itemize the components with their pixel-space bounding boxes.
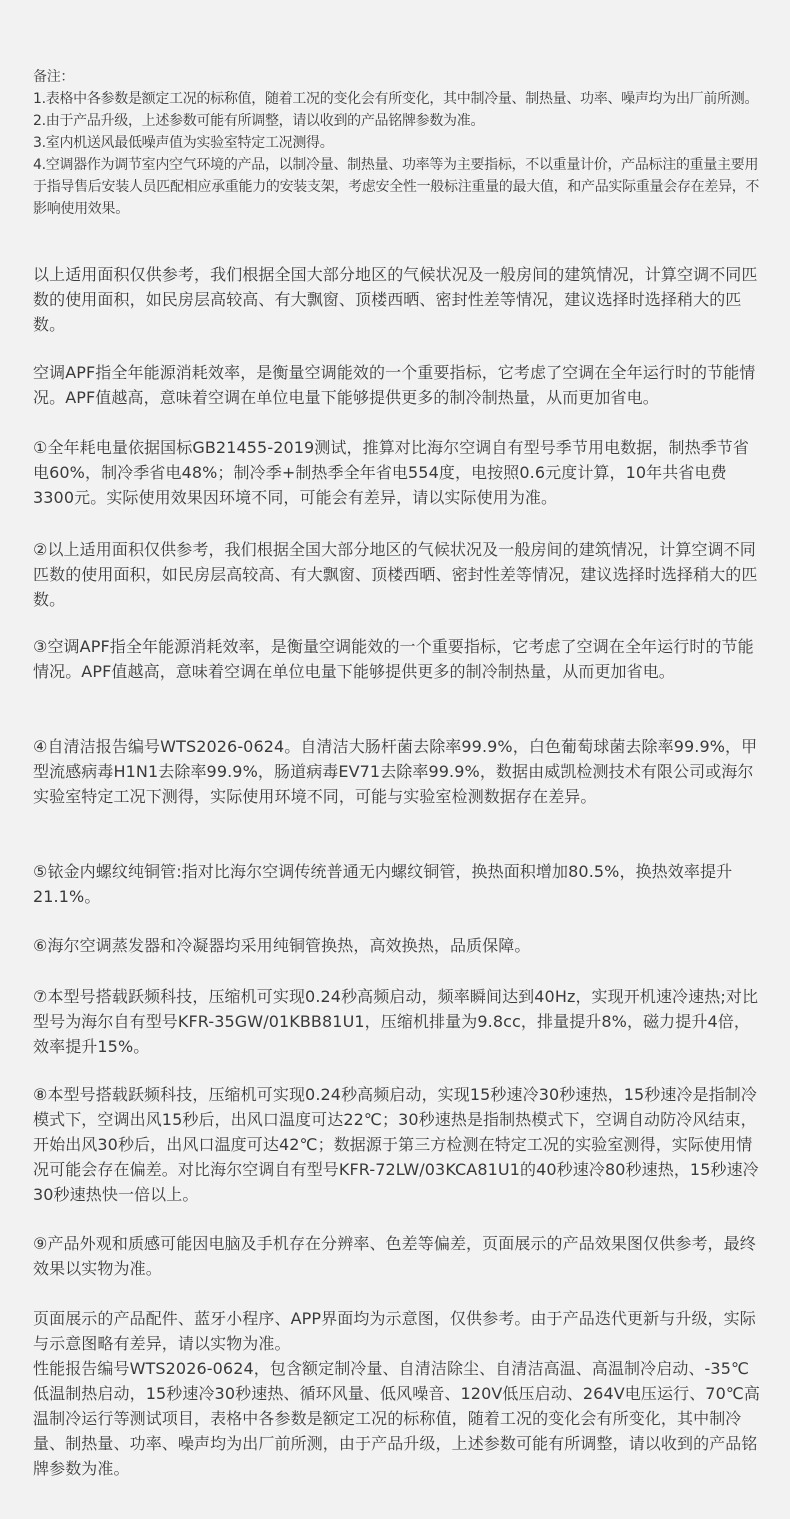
footnote-2 xyxy=(33,537,761,612)
footnote-6-text: ⑥海尔空调蒸发器和冷凝器均采用纯铜管换热，高效换热，品质保障。 xyxy=(33,936,531,955)
footnote-9-text: ⑨产品外观和质感可能因电脑及手机存在分辨率、色差等偏差，页面展示的产品效果图仅供参考，最终效果以实物为准。 xyxy=(33,1234,756,1278)
apf-note-text: 空调APF指全年能源消耗效率，是衡量空调能效的一个重要指标，它考虑了空调在全年运行时的节能情况。APF值越高，意味着空调在单位电量下能够提供更多的制冷制热量，从而更加省电。 xyxy=(33,363,756,407)
footnote-4 xyxy=(33,734,761,809)
footnote-7 xyxy=(33,984,761,1059)
area-note-paragraph xyxy=(33,262,761,337)
footnote-5-text: ⑤铱金内螺纹纯铜管:指对比海尔空调传统普通无内螺纹铜管，换热面积增加80.5%，换热效率提升21.1%。 xyxy=(33,862,733,906)
notes-heading: 备注： xyxy=(33,69,75,85)
notes-section xyxy=(33,66,761,220)
footnote-7-text: ⑦本型号搭载跃频科技，压缩机可实现0.24秒高频启动，频率瞬间达到40Hz，实现开机速冷速热;对比型号为海尔自有型号KFR-35GW/01KBB81U1，压缩机排量为9.8cc，排量提升8%，磁力提升4倍，效率提升15%。 xyxy=(33,987,759,1056)
footnote-6 xyxy=(33,933,761,958)
footnote-8 xyxy=(33,1082,761,1207)
note-item-3: 3.室内机送风最低噪声值为实验室特定工况测得。 xyxy=(33,135,334,151)
performance-report-text: 性能报告编号WTS2026-0624，包含额定制冷量、自清洁除尘、自清洁高温、高温制冷启动、-35℃低温制热启动，15秒速冷30秒速热、循环风量、低风噪音、120V低压启动、264V电压运行、70℃高温制冷运行等测试项目，表格中各参数是额定工况的标称值，随着工况的变化会有所变化，其中制冷量、制热量、功率、噪声均为出厂前所测，由于产品升级，上述参数可能有所调整，请以收到的产品铭牌参数为准。 xyxy=(33,1359,761,1478)
accessories-note-text: 页面展示的产品配件、蓝牙小程序、APP界面均为示意图，仅供参考。由于产品迭代更新与升级，实际与示意图略有差异，请以实物为准。 xyxy=(33,1309,756,1353)
note-item-1: 1.表格中各参数是额定工况的标称值，随着工况的变化会有所变化，其中制冷量、制热量、功率、噪声均为出厂前所测。 xyxy=(33,91,759,107)
accessories-and-report-section xyxy=(33,1306,761,1481)
footnote-2-text: ②以上适用面积仅供参考，我们根据全国大部分地区的气候状况及一般房间的建筑情况，计算空调不同匹数的使用面积，如民房层高较高、有大飘窗、顶楼西晒、密封性差等情况，建议选择时选择稍大的匹数。 xyxy=(33,540,758,609)
footnote-3 xyxy=(33,634,761,684)
footnote-5 xyxy=(33,859,761,909)
footnote-1 xyxy=(33,435,761,510)
note-item-4: 4.空调器作为调节室内空气环境的产品，以制冷量、制热量、功率等为主要指标，不以重量计价，产品标注的重量主要用于指导售后安装人员匹配相应承重能力的安装支架，考虑安全性一般标注重量的最大值，和产品实际重量会存在差异，不影响使用效果。 xyxy=(33,157,760,217)
footnote-3-text: ③空调APF指全年能源消耗效率，是衡量空调能效的一个重要指标，它考虑了空调在全年运行时的节能情况。APF值越高，意味着空调在单位电量下能够提供更多的制冷制热量，从而更加省电。 xyxy=(33,637,754,681)
footnote-8-text: ⑧本型号搭载跃频科技，压缩机可实现0.24秒高频启动，实现15秒速冷30秒速热，15秒速冷是指制冷模式下，空调出风15秒后，出风口温度可达22℃；30秒速热是指制热模式下，空调自动防冷风结束，开始出风30秒后，出风口温度可达42℃；数据源于第三方检测在特定工况的实验室测得，实际使用情况可能会存在偏差。对比海尔空调自有型号KFR-72LW/03KCA81U1的40秒速冷80秒速热，15秒速冷30秒速热快一倍以上。 xyxy=(33,1085,759,1204)
footnote-9 xyxy=(33,1231,761,1281)
area-note-text: 以上适用面积仅供参考，我们根据全国大部分地区的气候状况及一般房间的建筑情况，计算空调不同匹数的使用面积，如民房层高较高、有大飘窗、顶楼西晒、密封性差等情况，建议选择时选择稍大的匹数。 xyxy=(33,265,758,334)
apf-note-paragraph xyxy=(33,360,761,410)
footnote-4-text: ④自清洁报告编号WTS2026-0624。自清洁大肠杆菌去除率99.9%，白色葡萄球菌去除率99.9%，甲型流感病毒H1N1去除率99.9%，肠道病毒EV71去除率99.9%，数据由威凯检测技术有限公司或海尔实验室特定工况下测得，实际使用环境不同，可能与实验室检测数据存在差异。 xyxy=(33,737,758,806)
note-item-2: 2.由于产品升级，上述参数可能有所调整，请以收到的产品铭牌参数为准。 xyxy=(33,113,485,129)
footnote-1-text: ①全年耗电量依据国标GB21455-2019测试，推算对比海尔空调自有型号季节用电数据，制热季节省电60%，制冷季省电48%；制冷季+制热季全年省电554度，电按照0.6元度计算，10年共省电费3300元。实际使用效果因环境不同，可能会有差异，请以实际使用为准。 xyxy=(33,438,750,507)
